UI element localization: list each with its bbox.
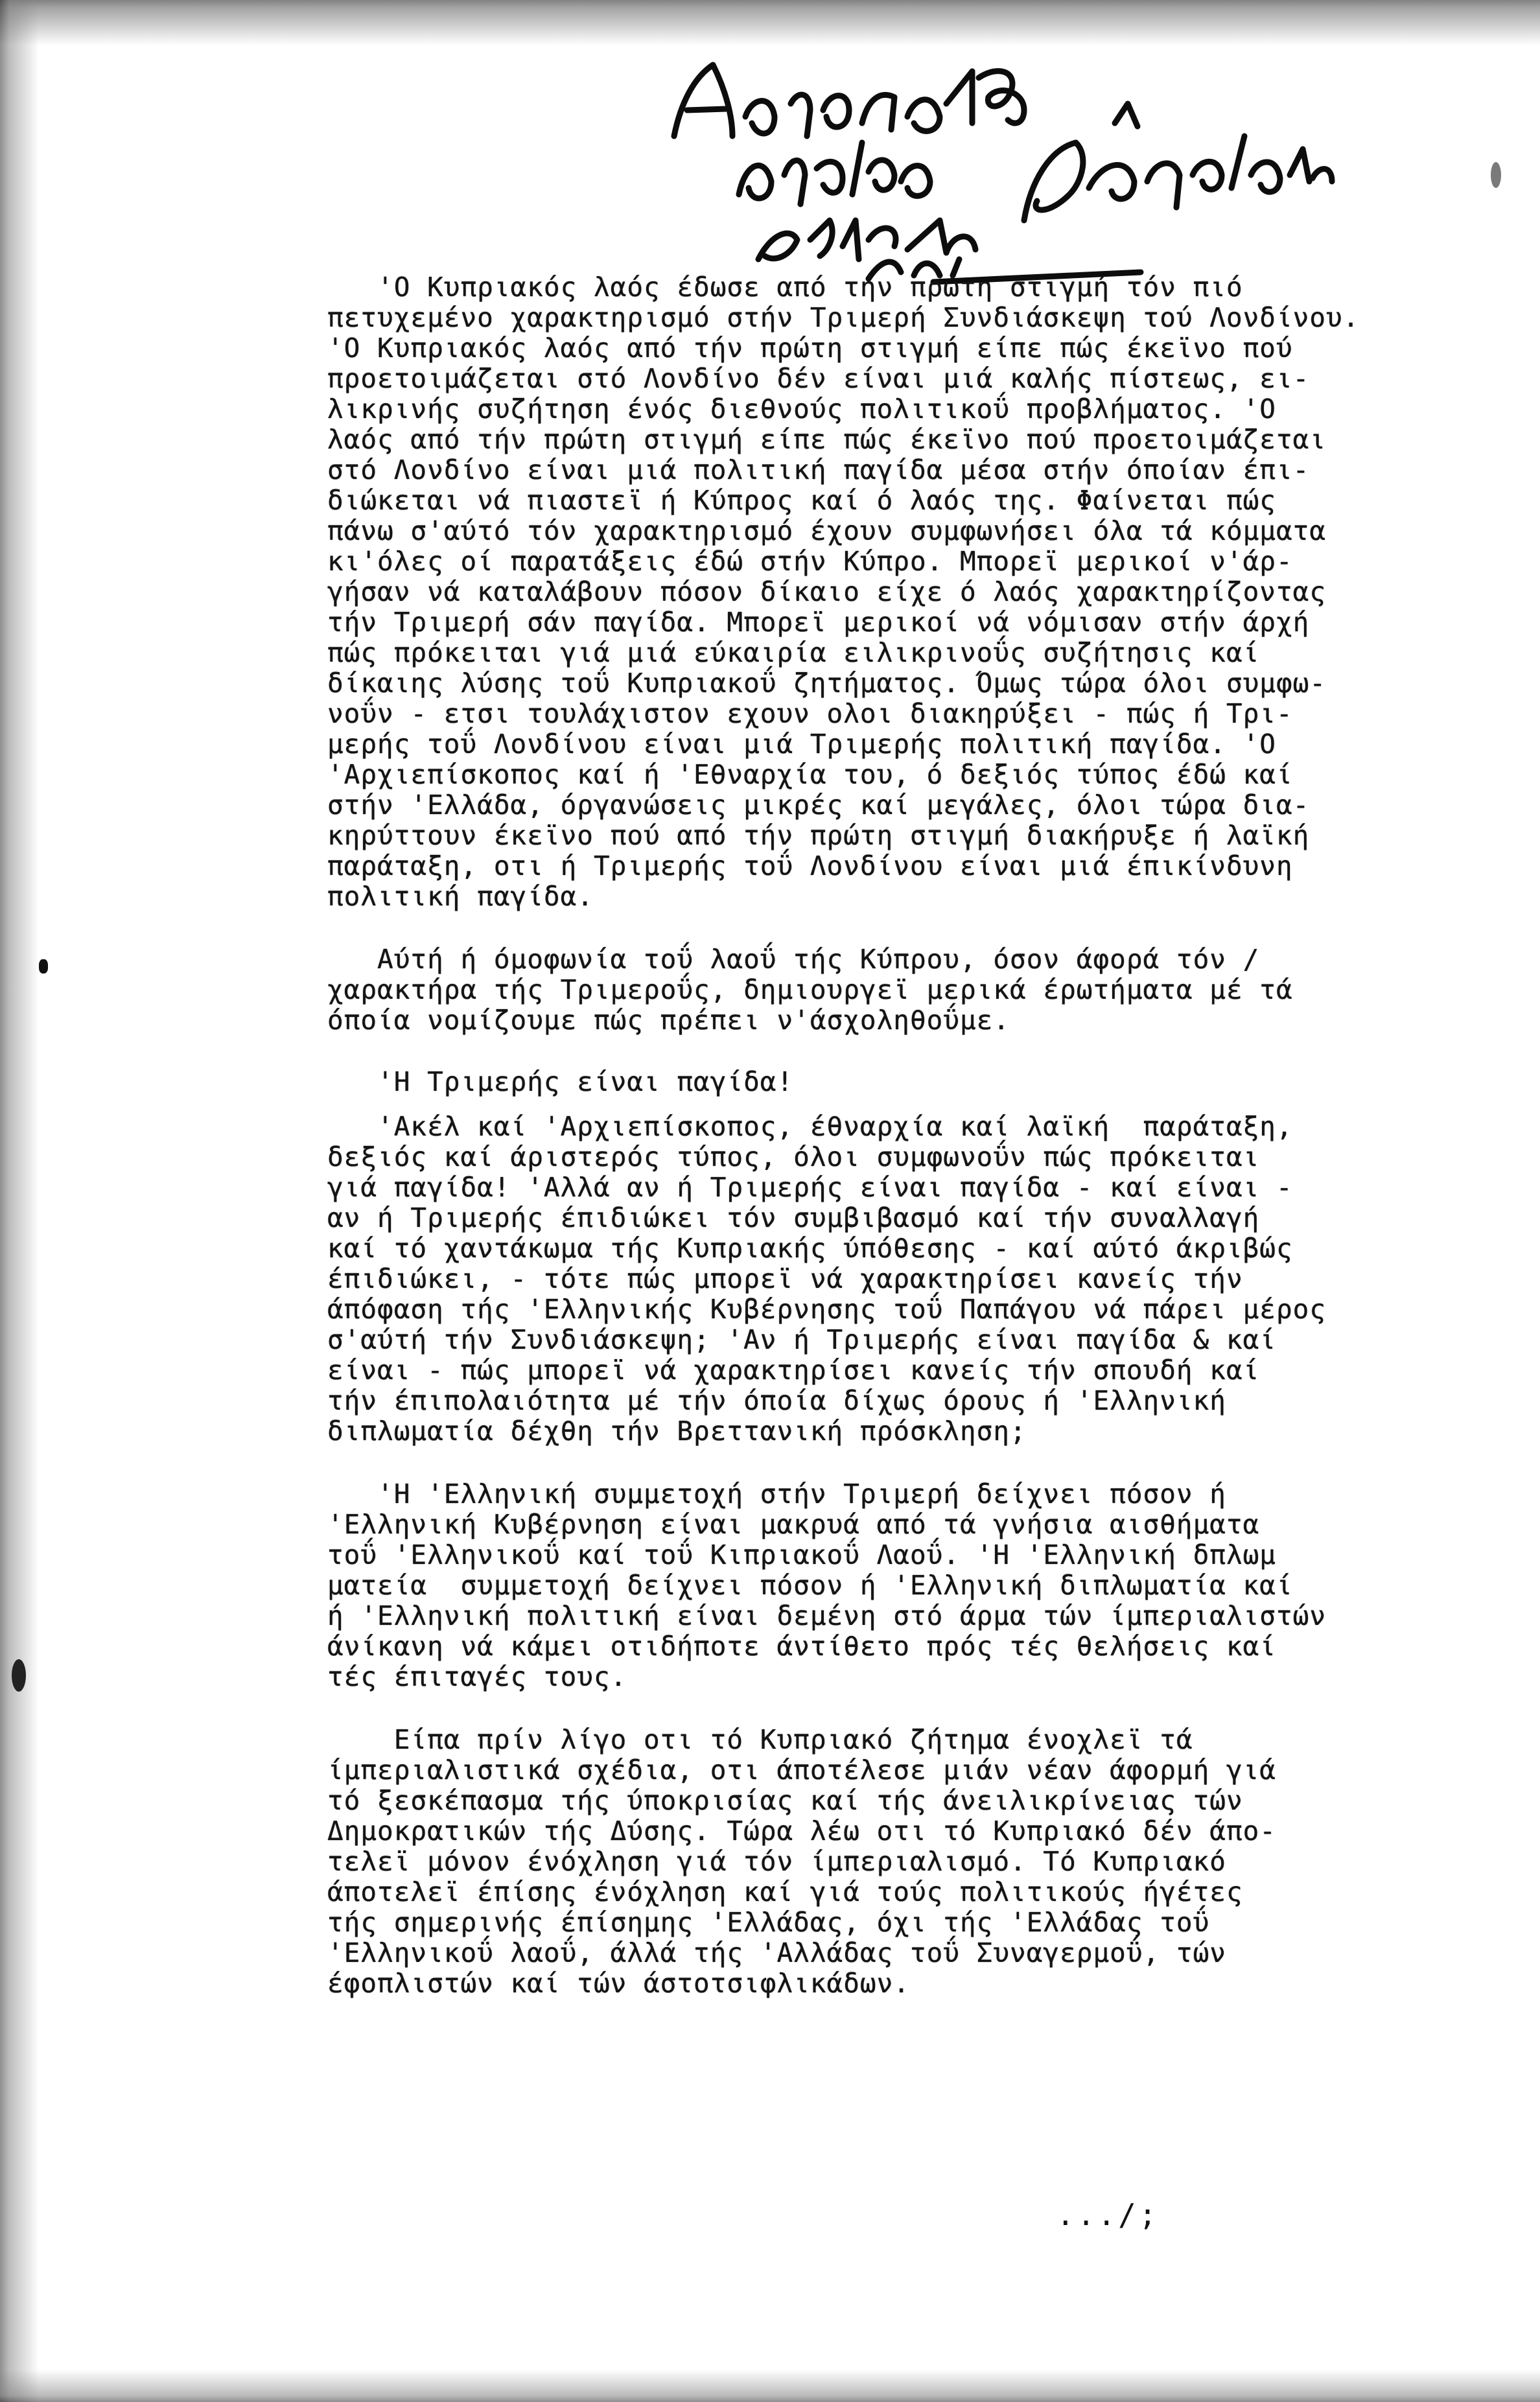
margin-mark bbox=[39, 959, 48, 974]
text-line: τό ξεσκέπασμα τής ύποκρισίας καί τής άνειλικρίνειας τών bbox=[327, 1785, 1243, 1816]
paragraph-trap-argument bbox=[327, 1112, 1520, 1447]
text-line: 'Ο Κυπριακός λαός έδωσε από τήν πρώτη στιγμή τόν πιό bbox=[327, 272, 1243, 303]
text-line: τές έπιταγές τους. bbox=[327, 1661, 627, 1692]
text-line: νοΰν - ετσι τουλάχιστον εχουν ολοι διακηρύξει - πώς ή Τρι- bbox=[327, 698, 1293, 729]
text-line: ματεία συμμετοχή δείχνει πόσον ή 'Ελληνική διπλωματία καί bbox=[327, 1570, 1293, 1601]
text-line: 'Η 'Ελληνική συμμετοχή στήν Τριμερή δείχνει πόσον ή bbox=[327, 1478, 1226, 1510]
text-line: στήν 'Ελλάδα, όργανώσεις μικρές καί μεγάλες, όλοι τώρα δια- bbox=[327, 789, 1310, 821]
text-line: διπλωματία δέχθη τήν Βρεττανική πρόσκληση; bbox=[327, 1416, 1027, 1447]
text-line: πώς πρόκειται γιά μιά εύκαιρία ειλικρινοΰς συζήτησις καί bbox=[327, 637, 1260, 668]
text-line: Δημοκρατικών τής Δύσης. Τώρα λέω οτι τό Κυπριακό δέν άπο- bbox=[327, 1815, 1276, 1847]
paragraph-heading-trap bbox=[327, 1067, 1520, 1097]
text-line: καί τό χαντάκωμα τής Κυπριακής ύπόθεσης - καί αύτό άκριβώς bbox=[327, 1233, 1293, 1264]
text-line: μερής τοΰ Λονδίνου είναι μιά Τριμερής πολιτική παγίδα. 'Ο bbox=[327, 729, 1276, 760]
text-line: άπόφαση τής 'Ελληνικής Κυβέρνησης τοΰ Παπάγου νά πάρει μέρος bbox=[327, 1294, 1327, 1325]
text-line: διώκεται νά πιαστεϊ ή Κύπρος καί ό λαός της. Φαίνεται πώς bbox=[327, 485, 1276, 516]
text-line: τής σημερινής έπίσημης 'Ελλάδας, όχι τής 'Ελλάδας τοΰ bbox=[327, 1907, 1210, 1938]
text-line: 'Η Τριμερής είναι παγίδα! bbox=[327, 1066, 794, 1097]
text-line: τελεϊ μόνον ένόχληση γιά τόν ίμπεριαλισμό. Τό Κυπριακό bbox=[327, 1846, 1226, 1877]
text-line: άποτελεϊ έπίσης ένόχληση καί γιά τούς πολιτικούς ήγέτες bbox=[327, 1876, 1243, 1907]
scan-smudge bbox=[1491, 162, 1501, 188]
text-line: είναι - πώς μπορεϊ νά χαρακτηρίσει κανείς τήν σπουδή καί bbox=[327, 1355, 1260, 1386]
text-line: παράταξη, οτι ή Τριμερής τοΰ Λονδίνου είναι μιά έπικίνδυνη bbox=[327, 850, 1293, 881]
text-line: κηρύττουν έκεϊνο πού από τήν πρώτη στιγμή διακήρυξε ή λαϊκή bbox=[327, 820, 1310, 851]
scan-edge-left bbox=[0, 0, 39, 2402]
text-line: δίκαιης λύσης τοΰ Κυπριακοΰ ζητήματος. Όμως τώρα όλοι συμφω- bbox=[327, 668, 1327, 699]
text-line: λικρινής συζήτηση ένός διεθνούς πολιτικοΰ προβλήματος. 'Ο bbox=[327, 393, 1276, 425]
text-line: πολιτική παγίδα. bbox=[327, 881, 594, 912]
text-line: τοΰ 'Ελληνικοΰ καί τοΰ Κιπριακοΰ Λαοΰ. 'Η 'Ελληνική δπλωμ bbox=[327, 1539, 1276, 1570]
text-line: έφοπλιστών καί τών άστοτσιφλικάδων. bbox=[327, 1968, 910, 1999]
text-line: άνίκανη νά κάμει οτιδήποτε άντίθετο πρός τές θελήσεις καί bbox=[327, 1631, 1276, 1662]
typewritten-page bbox=[327, 272, 1520, 2314]
text-line: τήν Τριμερή σάν παγίδα. Μπορεϊ μερικοί νά νόμισαν στήν άρχή bbox=[327, 607, 1310, 638]
paragraph-gap bbox=[327, 912, 1520, 944]
text-line: 'Ελληνικοΰ λαοΰ, άλλά τής 'Αλλάδας τοΰ Συναγερμοΰ, τών bbox=[327, 1937, 1226, 1968]
text-line: πετυχεμένο χαρακτηρισμό στήν Τριμερή Συνδιάσκεψη τού Λονδίνου. bbox=[327, 302, 1360, 333]
text-line: τήν έπιπολαιότητα μέ τήν όποία δίχως όρους ή 'Ελληνική bbox=[327, 1385, 1226, 1416]
paragraph-greek-participation bbox=[327, 1479, 1520, 1692]
text-line: στό Λονδίνο είναι μιά πολιτική παγίδα μέσα στήν όποίαν έπι- bbox=[327, 454, 1310, 485]
text-line: 'Ακέλ καί 'Αρχιεπίσκοπος, έθναρχία καί λαϊκή παράταξη, bbox=[327, 1111, 1293, 1142]
text-line: σ'αύτή τήν Συνδιάσκεψη; 'Αν ή Τριμερής είναι παγίδα & καί bbox=[327, 1324, 1276, 1355]
handwritten-annotation bbox=[635, 26, 1335, 285]
paragraph-imperialism bbox=[327, 1725, 1520, 1999]
text-line: 'Αρχιεπίσκοπος καί ή 'Εθναρχία του, ό δεξιός τύπος έδώ καί bbox=[327, 759, 1293, 790]
continuation-mark: .../; bbox=[1056, 2197, 1160, 2232]
text-line: δεξιός καί άριστερός τύπος, όλοι συμφωνοΰν πώς πρόκειται bbox=[327, 1141, 1260, 1172]
paragraph-gap bbox=[327, 1447, 1520, 1479]
text-line: χαρακτήρα τής Τριμεροΰς, δημιουργεϊ μερικά έρωτήματα μέ τά bbox=[327, 974, 1293, 1005]
paragraph-unanimity bbox=[327, 944, 1520, 1036]
scan-smudge bbox=[12, 1659, 26, 1692]
text-line: προετοιμάζεται στό Λονδίνο δέν είναι μιά καλής πίστεως, ει- bbox=[327, 363, 1310, 394]
text-line: Αύτή ή όμοφωνία τοΰ λαοΰ τής Κύπρου, όσον άφορά τόν / bbox=[327, 944, 1260, 975]
text-line: ή 'Ελληνική πολιτική είναι δεμένη στό άρμα τών ίμπεριαλιστών bbox=[327, 1600, 1327, 1631]
text-line: 'Ο Κυπριακός λαός από τήν πρώτη στιγμή είπε πώς έκεϊνο πού bbox=[327, 332, 1293, 364]
paragraph-gap bbox=[327, 1097, 1520, 1112]
text-line: κι'όλες οί παρατάξεις έδώ στήν Κύπρο. Μπορεϊ μερικοί ν'άρ- bbox=[327, 546, 1293, 577]
text-line: αν ή Τριμερής έπιδιώκει τόν συμβιβασμό καί τήν συναλλαγή bbox=[327, 1202, 1260, 1233]
text-line: γιά παγίδα! 'Αλλά αν ή Τριμερής είναι παγίδα - καί είναι - bbox=[327, 1172, 1293, 1203]
text-line: έπιδιώκει, - τότε πώς μπορεϊ νά χαρακτηρίσει κανείς τήν bbox=[327, 1263, 1243, 1294]
handwriting-strokes bbox=[635, 26, 1335, 285]
paragraph-gap bbox=[327, 1036, 1520, 1067]
text-line: 'Ελληνική Κυβέρνηση είναι μακρυά από τά γνήσια αισθήματα bbox=[327, 1509, 1260, 1540]
text-line: Είπα πρίν λίγο οτι τό Κυπριακό ζήτημα ένοχλεϊ τά bbox=[327, 1724, 1193, 1755]
text-line: λαός από τήν πρώτη στιγμή είπε πώς έκεϊνο πού προετοιμάζεται bbox=[327, 424, 1327, 455]
text-line: πάνω σ'αύτό τόν χαρακτηρισμό έχουν συμφωνήσει όλα τά κόμματα bbox=[327, 515, 1327, 546]
text-line: γήσαν νά καταλάβουν πόσον δίκαιο είχε ό λαός χαρακτηρίζοντας bbox=[327, 576, 1327, 607]
paragraph-opening bbox=[327, 272, 1520, 912]
text-line: όποία νομίζουμε πώς πρέπει ν'άσχοληθοΰμε. bbox=[327, 1005, 1010, 1036]
paragraph-gap bbox=[327, 1692, 1520, 1725]
scan-edge-bottom bbox=[0, 2370, 1540, 2402]
text-line: ίμπεριαλιστικά σχέδια, οτι άποτέλεσε μιάν νέαν άφορμή γιά bbox=[327, 1755, 1276, 1786]
